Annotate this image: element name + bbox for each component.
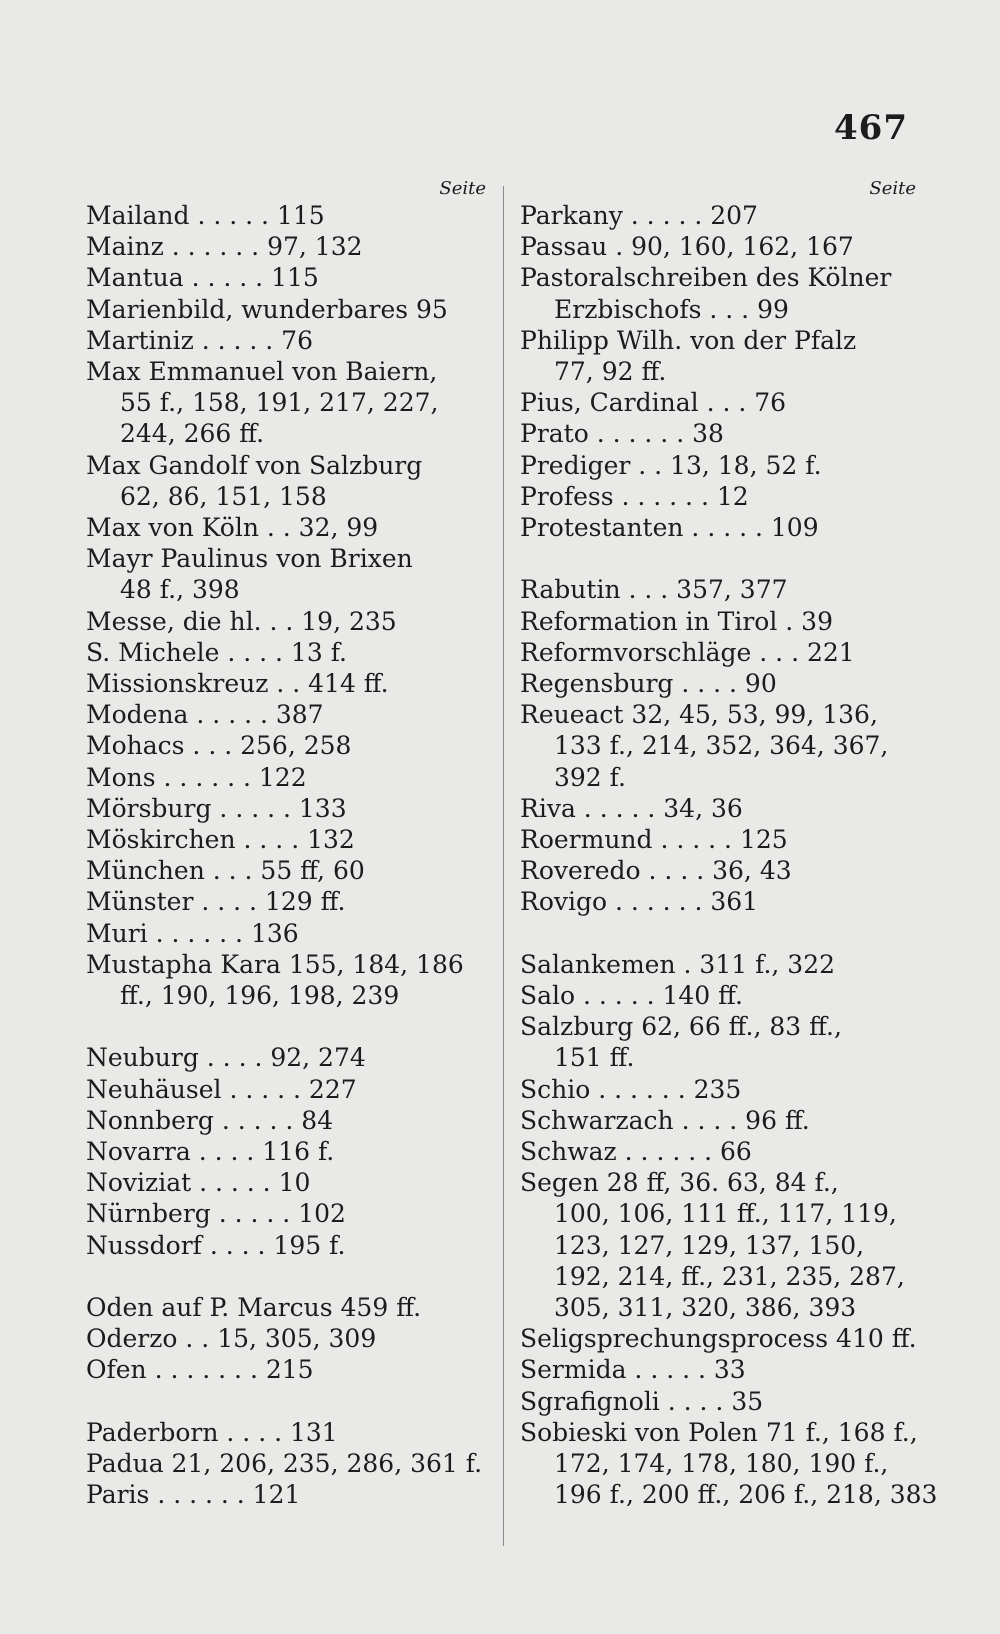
- index-entry: Max von Köln . . 32, 99: [86, 513, 379, 543]
- index-entry: Oderzo . . 15, 305, 309: [86, 1324, 377, 1354]
- index-entry: Martiniz . . . . . 76: [86, 325, 313, 355]
- column-header-seite: Seite: [869, 178, 916, 199]
- index-entry-continuation: 123, 127, 129, 137, 150,: [554, 1230, 865, 1260]
- index-entry: Rovigo . . . . . . 361: [520, 887, 759, 917]
- page-number: 467: [834, 108, 908, 148]
- index-entry: Mantua . . . . . 115: [86, 263, 319, 293]
- index-entry: Mainz . . . . . . 97, 132: [86, 232, 363, 262]
- index-entry: Mons . . . . . . 122: [86, 762, 307, 792]
- index-entry: Nonnberg . . . . . 84: [86, 1105, 334, 1135]
- index-entry-continuation: 48 f., 398: [120, 575, 240, 605]
- index-entry-continuation: 392 f.: [554, 762, 626, 792]
- index-entry: Muri . . . . . . 136: [86, 918, 299, 948]
- section-gap: [86, 1011, 486, 1042]
- index-entry: Mustapha Kara 155, 184, 186: [86, 949, 464, 979]
- index-entry: Reformvorschläge . . . 221: [520, 637, 855, 667]
- index-entry: Schwarzach . . . . 96 ff.: [520, 1105, 810, 1135]
- index-entry: Modena . . . . . 387: [86, 700, 324, 730]
- index-entry: Passau . 90, 160, 162, 167: [520, 232, 854, 262]
- index-entry: Regensburg . . . . 90: [520, 669, 777, 699]
- index-entry: Profess . . . . . . 12: [520, 481, 749, 511]
- index-entry: Max Gandolf von Salzburg: [86, 450, 423, 480]
- index-entry: Reueact 32, 45, 53, 99, 136,: [520, 700, 878, 730]
- index-entry: Max Emmanuel von Baiern,: [86, 357, 438, 387]
- index-entry-continuation: 196 f., 200 ff., 206 f., 218, 383: [554, 1480, 938, 1510]
- section-gap: [86, 1386, 486, 1417]
- index-entry: Prato . . . . . . 38: [520, 419, 724, 449]
- index-entry: Mohacs . . . 256, 258: [86, 731, 352, 761]
- index-entry: Protestanten . . . . . 109: [520, 513, 819, 543]
- section-gap: [520, 543, 916, 574]
- index-entry: Salankemen . 311 f., 322: [520, 949, 836, 979]
- section-gap: [520, 918, 916, 949]
- index-entry: Münster . . . . 129 ff.: [86, 887, 346, 917]
- index-entry: Sermida . . . . . 33: [520, 1355, 746, 1385]
- index-entry: Nussdorf . . . . 195 f.: [86, 1230, 346, 1260]
- index-entry: Prediger . . 13, 18, 52 f.: [520, 450, 822, 480]
- index-entry: Rabutin . . . 357, 377: [520, 575, 788, 605]
- index-entry: Messe, die hl. . . 19, 235: [86, 606, 397, 636]
- index-entry: Paris . . . . . . 121: [86, 1480, 301, 1510]
- index-entry: Roermund . . . . . 125: [520, 825, 788, 855]
- index-entry-continuation: 55 f., 158, 191, 217, 227,: [120, 388, 439, 418]
- index-entry: Noviziat . . . . . 10: [86, 1168, 311, 1198]
- index-entry-continuation: 77, 92 ff.: [554, 357, 667, 387]
- index-entry: Salo . . . . . 140 ff.: [520, 981, 743, 1011]
- index-entry: Riva . . . . . 34, 36: [520, 793, 743, 823]
- index-column-left: [86, 178, 486, 1510]
- index-entry: Salzburg 62, 66 ff., 83 ff.,: [520, 1012, 842, 1042]
- index-entry: S. Michele . . . . 13 f.: [86, 637, 347, 667]
- index-entry: Neuburg . . . . 92, 274: [86, 1043, 366, 1073]
- index-entry: Novarra . . . . 116 f.: [86, 1137, 335, 1167]
- index-entry: Pastoralschreiben des Kölner: [520, 263, 892, 293]
- index-entry-continuation: 305, 311, 320, 386, 393: [554, 1293, 857, 1323]
- index-entry: Mayr Paulinus von Brixen: [86, 544, 413, 574]
- index-entry: Oden auf P. Marcus 459 ff.: [86, 1293, 422, 1323]
- index-entry: Padua 21, 206, 235, 286, 361 f.: [86, 1449, 483, 1479]
- index-entry-continuation: Erzbischofs . . . 99: [554, 294, 789, 324]
- column-header-seite: Seite: [439, 178, 486, 199]
- index-entry: Segen 28 ff, 36. 63, 84 f.,: [520, 1168, 839, 1198]
- index-entry: Nürnberg . . . . . 102: [86, 1199, 346, 1229]
- index-entry: Mailand . . . . . 115: [86, 201, 325, 230]
- index-entry: Sgrafignoli . . . . 35: [520, 1386, 764, 1416]
- index-entry: Schio . . . . . . 235: [520, 1074, 742, 1104]
- index-entry: Mörsburg . . . . . 133: [86, 793, 347, 823]
- index-entry-continuation: 100, 106, 111 ff., 117, 119,: [554, 1199, 897, 1229]
- section-gap: [86, 1261, 486, 1292]
- index-entry: Neuhäusel . . . . . 227: [86, 1074, 357, 1104]
- index-entry-continuation: 151 ff.: [554, 1043, 635, 1073]
- index-entry: Pius, Cardinal . . . 76: [520, 388, 787, 418]
- index-entry: Marienbild, wunderbares 95: [86, 294, 448, 324]
- index-entry-continuation: 244, 266 ff.: [120, 419, 265, 449]
- index-entry: Seligsprechungsprocess 410 ff.: [520, 1324, 917, 1354]
- index-entry: München . . . 55 ff, 60: [86, 856, 365, 886]
- index-entry: Philipp Wilh. von der Pfalz: [520, 325, 857, 355]
- index-entry-continuation: 192, 214, ff., 231, 235, 287,: [554, 1261, 905, 1291]
- index-entry: Ofen . . . . . . . 215: [86, 1355, 314, 1385]
- index-entry: Reformation in Tirol . 39: [520, 606, 833, 636]
- index-entry: Sobieski von Polen 71 f., 168 f.,: [520, 1417, 918, 1447]
- index-entry-continuation: 133 f., 214, 352, 364, 367,: [554, 731, 889, 761]
- index-entry: Schwaz . . . . . . 66: [520, 1137, 752, 1167]
- index-entry-continuation: 172, 174, 178, 180, 190 f.,: [554, 1449, 889, 1479]
- index-entry: Parkany . . . . . 207: [520, 201, 758, 230]
- index-entry: Roveredo . . . . 36, 43: [520, 856, 792, 886]
- index-entry: Paderborn . . . . 131: [86, 1417, 338, 1447]
- column-divider: [503, 186, 504, 1546]
- index-entry-continuation: ff., 190, 196, 198, 239: [120, 981, 400, 1011]
- index-entry: Missionskreuz . . 414 ff.: [86, 669, 389, 699]
- index-column-right: [520, 178, 938, 1511]
- index-entry-continuation: 62, 86, 151, 158: [120, 481, 327, 511]
- index-entry: Möskirchen . . . . 132: [86, 825, 355, 855]
